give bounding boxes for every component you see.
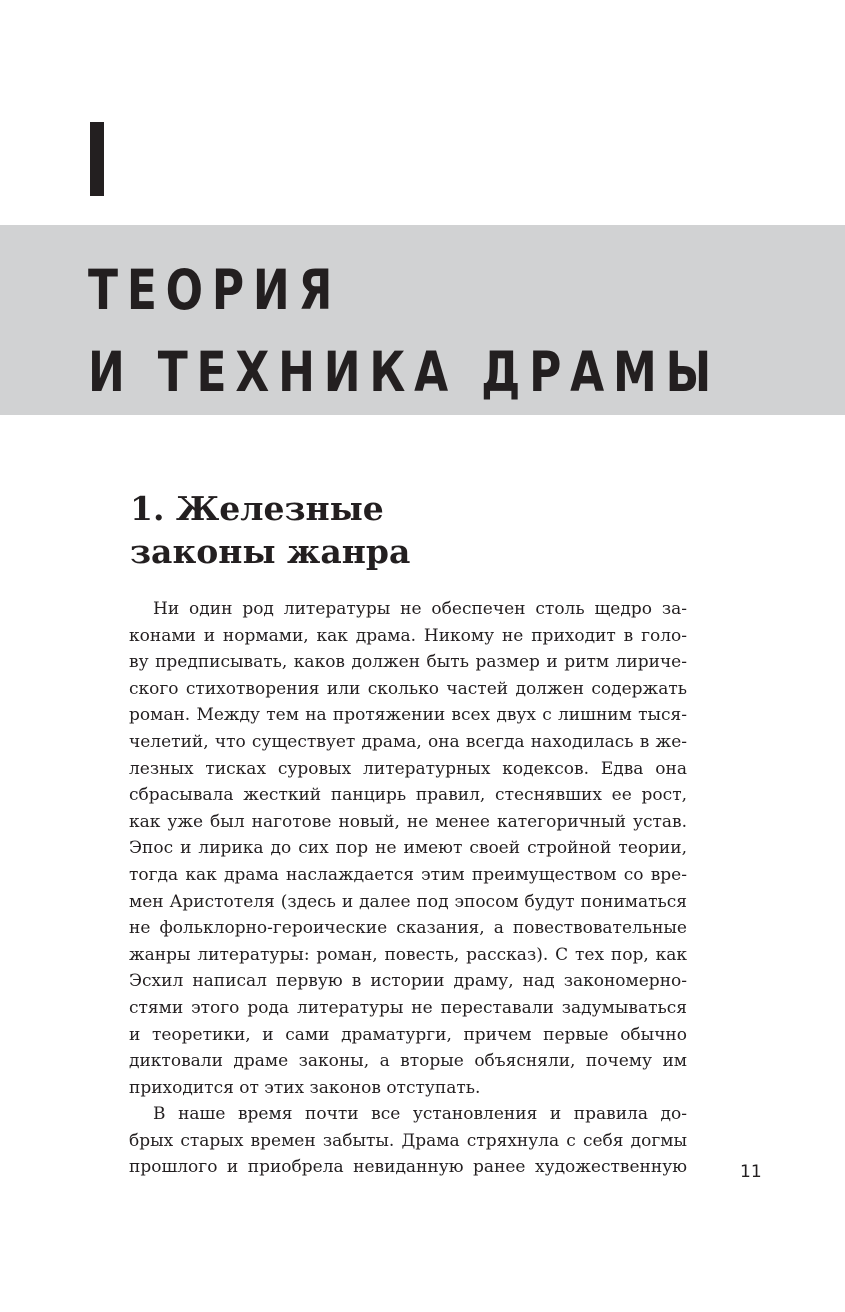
body-text — [129, 596, 687, 1181]
text-line: Эсхил написал первую в истории драму, над закономерно- — [129, 971, 687, 992]
paragraph-2 — [129, 1101, 687, 1181]
text-line: брых старых времен забыты. Драма стряхнула с себя догмы — [129, 1130, 687, 1151]
text-line: стями этого рода литературы не переставали задумываться — [129, 997, 687, 1018]
part-title-line-1: ТЕОРИЯ — [88, 258, 342, 322]
text-line: ву предписывать, каков должен быть размер и ритм лириче- — [129, 652, 687, 673]
section-heading-line-2: законы жанра — [130, 532, 411, 571]
text-line: Эпос и лирика до сих пор не имеют своей стройной теории, — [129, 838, 687, 859]
page-number: 11 — [740, 1162, 762, 1182]
text-line: роман. Между тем на протяжении всех двух с лишним тыся- — [129, 705, 687, 726]
section-heading — [130, 487, 410, 573]
part-title — [88, 249, 720, 413]
text-line: конами и нормами, как драма. Никому не приходит в голо- — [129, 625, 687, 646]
text-line: ского стихотворения или сколько частей должен содержать — [129, 678, 687, 699]
text-line: Ни один род литературы не обеспечен столь щедро за- — [153, 599, 687, 619]
paragraph-1 — [129, 596, 687, 1101]
text-line: жанры литературы: роман, повесть, рассказ). С тех пор, как — [129, 944, 687, 965]
text-line: сбрасывала жесткий панцирь правил, стеснявших ее рост, — [129, 785, 687, 806]
text-line: не фольклорно-героические сказания, а повествовательные — [129, 918, 687, 939]
text-line: тогда как драма наслаждается этим преимуществом со вре- — [129, 864, 687, 885]
section-heading-line-1: 1. Железные — [130, 489, 384, 528]
text-line: челетий, что существует драма, она всегда находилась в же- — [129, 731, 687, 752]
part-title-band — [0, 225, 845, 415]
text-line: диктовали драме законы, а вторые объясняли, почему им — [129, 1051, 687, 1072]
text-line: и теоретики, и сами драматурги, причем первые обычно — [129, 1024, 687, 1045]
text-line: прошлого и приобрела невиданную ранее художественную — [129, 1157, 687, 1178]
text-line: как уже был наготове новый, не менее категоричный устав. — [129, 811, 687, 832]
part-title-line-2: И ТЕХНИКА ДРАМЫ — [88, 340, 720, 404]
part-numeral-I — [90, 122, 104, 196]
text-line: приходится от этих законов отступать. — [129, 1077, 481, 1098]
text-line: лезных тисках суровых литературных кодексов. Едва она — [129, 758, 687, 779]
text-line: мен Аристотеля (здесь и далее под эпосом будут пониматься — [129, 891, 687, 912]
text-line: В наше время почти все установления и правила до- — [153, 1104, 687, 1125]
